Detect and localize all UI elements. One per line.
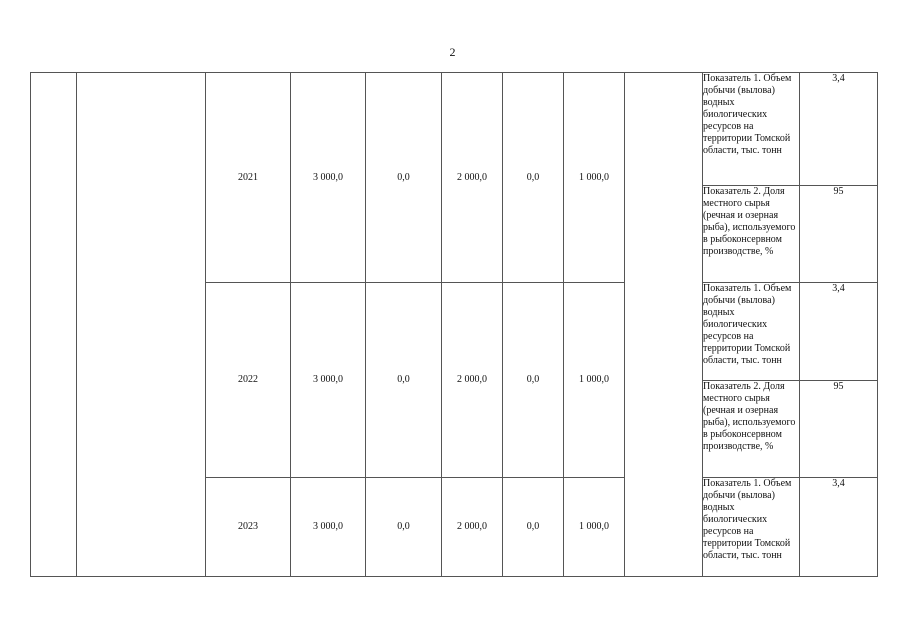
funding-cell: 1 000,0 — [564, 283, 625, 478]
indicator-name: Показатель 2. Доля местного сырья (речная и озерная рыба), используемого в рыбоконсервном производстве, % — [703, 381, 800, 478]
empty-cell-executor — [625, 73, 703, 577]
funding-cell: 1 000,0 — [564, 73, 625, 283]
indicator-value: 95 — [800, 186, 878, 283]
funding-cell: 0,0 — [366, 478, 442, 577]
funding-cell: 0,0 — [366, 73, 442, 283]
total-cell: 3 000,0 — [291, 73, 366, 283]
year-cell: 2022 — [206, 283, 291, 478]
empty-cell-name — [77, 73, 206, 577]
funding-cell: 0,0 — [503, 478, 564, 577]
indicator-value: 3,4 — [800, 283, 878, 381]
page-number: 2 — [449, 45, 456, 59]
indicator-name: Показатель 2. Доля местного сырья (речная и озерная рыба), используемого в рыбоконсервном производстве, % — [703, 186, 800, 283]
year-cell: 2023 — [206, 478, 291, 577]
funding-cell: 2 000,0 — [442, 478, 503, 577]
indicator-name: Показатель 1. Объем добычи (вылова) водных биологических ресурсов на территории Томской области, тыс. тонн — [703, 478, 800, 577]
empty-cell-number — [31, 73, 77, 577]
indicator-value: 3,4 — [800, 73, 878, 186]
funding-cell: 0,0 — [366, 283, 442, 478]
indicator-value: 95 — [800, 381, 878, 478]
indicator-value: 3,4 — [800, 478, 878, 577]
funding-cell: 0,0 — [503, 73, 564, 283]
table-row — [31, 73, 878, 186]
funding-cell: 2 000,0 — [442, 283, 503, 478]
total-cell: 3 000,0 — [291, 283, 366, 478]
total-cell: 3 000,0 — [291, 478, 366, 577]
funding-cell: 0,0 — [503, 283, 564, 478]
indicator-name: Показатель 1. Объем добычи (вылова) водных биологических ресурсов на территории Томской области, тыс. тонн — [703, 73, 800, 186]
budget-table — [30, 72, 878, 577]
funding-cell: 2 000,0 — [442, 73, 503, 283]
indicator-name: Показатель 1. Объем добычи (вылова) водных биологических ресурсов на территории Томской области, тыс. тонн — [703, 283, 800, 381]
year-cell: 2021 — [206, 73, 291, 283]
funding-cell: 1 000,0 — [564, 478, 625, 577]
